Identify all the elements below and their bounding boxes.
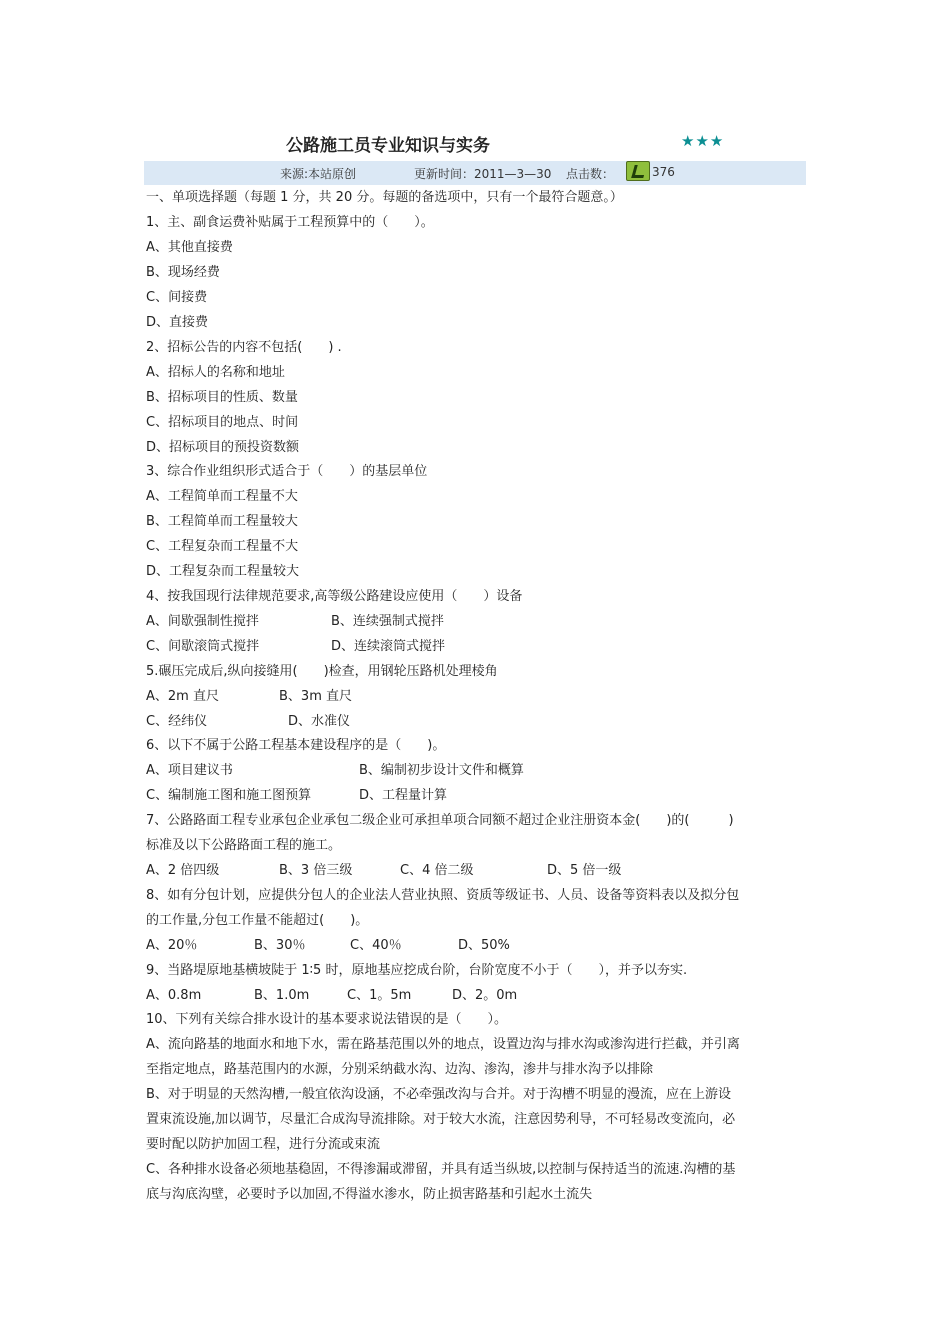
q5-option-b: B、3m 直尺 bbox=[279, 689, 352, 704]
q8-option-b: B、30％ bbox=[254, 938, 306, 953]
q3-option-a: A、工程简单而工程量不大 bbox=[146, 489, 298, 504]
q10-option-a-line-1: A、流向路基的地面水和地下水，需在路基范围以外的地点，设置边沟与排水沟或渗沟进行拦截，并引离 bbox=[146, 1037, 740, 1052]
update-time: 更新时间：2011—3—30 bbox=[414, 167, 552, 181]
q10-option-c-line-1: C、各种排水设备必须地基稳固，不得渗漏或滞留，并具有适当纵坡,以控制与保持适当的流速.沟槽的基 bbox=[146, 1162, 736, 1177]
q5-option-c: C、经纬仪 bbox=[146, 714, 208, 729]
q5-option-d: D、水准仪 bbox=[288, 714, 351, 729]
q4-option-a: A、间歇强制性搅拌 bbox=[146, 614, 259, 629]
question-2: 2、招标公告的内容不包括( ) . bbox=[146, 340, 342, 355]
q9-option-c: C、1。5m bbox=[347, 988, 412, 1003]
q6-option-c: C、编制施工图和施工图预算 bbox=[146, 788, 312, 803]
q2-option-d: D、招标项目的预投资数额 bbox=[146, 440, 300, 455]
page-title: 公路施工员专业知识与实务 bbox=[286, 136, 490, 156]
q4-option-b: B、连续强制式搅拌 bbox=[331, 614, 444, 629]
q7-option-a: A、2 倍四级 bbox=[146, 863, 220, 878]
q3-option-b: B、工程简单而工程量较大 bbox=[146, 514, 298, 529]
question-8-line-1: 8、如有分包计划，应提供分包人的企业法人营业执照、资质等级证书、人员、设备等资料表以及拟分包 bbox=[146, 888, 740, 903]
question-9: 9、当路堤原地基横坡陡于 1∶5 时，原地基应挖成台阶，台阶宽度不小于（ ），并予以夯实. bbox=[146, 963, 688, 978]
question-8-line-2: 的工作量,分包工作量不能超过( )。 bbox=[146, 913, 369, 928]
q2-option-c: C、招标项目的地点、时间 bbox=[146, 415, 299, 430]
q9-option-b: B、1.0m bbox=[254, 988, 310, 1003]
q10-option-b-line-3: 要时配以防护加固工程，进行分流或束流 bbox=[146, 1137, 381, 1152]
section-title: 一、单项选择题（每题 1 分，共 20 分。每题的备选项中，只有一个最符合题意。） bbox=[146, 190, 623, 205]
q1-option-b: B、现场经费 bbox=[146, 265, 220, 280]
question-7-line-1: 7、公路路面工程专业承包企业承包二级企业可承担单项合同额不超过企业注册资本金( )的( ) bbox=[146, 813, 734, 828]
q1-option-d: D、直接费 bbox=[146, 315, 209, 330]
q6-option-d: D、工程量计算 bbox=[359, 788, 448, 803]
q2-option-b: B、招标项目的性质、数量 bbox=[146, 390, 298, 405]
q10-option-b-line-2: 置束流设施,加以调节，尽量汇合成沟导流排除。对于较大水流，注意因势利导，不可轻易改变流向，必 bbox=[146, 1112, 736, 1127]
q7-option-b: B、3 倍三级 bbox=[279, 863, 353, 878]
q10-option-c-line-2: 底与沟底沟壁，必要时予以加固,不得溢水渗水，防止损害路基和引起水土流失 bbox=[146, 1187, 593, 1202]
source-label: 来源:本站原创 bbox=[280, 167, 357, 181]
q4-option-c: C、间歇滚筒式搅拌 bbox=[146, 639, 260, 654]
question-5: 5.碾压完成后,纵向接缝用( )检查，用钢轮压路机处理棱角 bbox=[146, 664, 498, 679]
q5-option-a: A、2m 直尺 bbox=[146, 689, 219, 704]
q9-option-d: D、2。0m bbox=[452, 988, 518, 1003]
q7-option-c: C、4 倍二级 bbox=[400, 863, 474, 878]
q8-option-a: A、20％ bbox=[146, 938, 198, 953]
q8-option-d: D、50% bbox=[458, 938, 510, 953]
question-3: 3、综合作业组织形式适合于（ ）的基层单位 bbox=[146, 464, 428, 479]
q3-option-d: D、工程复杂而工程量较大 bbox=[146, 564, 300, 579]
question-7-line-2: 标准及以下公路路面工程的施工。 bbox=[146, 838, 342, 853]
q3-option-c: C、工程复杂而工程量不大 bbox=[146, 539, 299, 554]
q10-option-a-line-2: 至指定地点，路基范围内的水源，分别采纳截水沟、边沟、渗沟，渗井与排水沟予以排除 bbox=[146, 1062, 654, 1077]
question-10: 10、下列有关综合排水设计的基本要求说法错误的是（ ）。 bbox=[146, 1012, 508, 1027]
q7-option-d: D、5 倍一级 bbox=[547, 863, 622, 878]
info-bar bbox=[144, 161, 806, 185]
rating-stars: ★★★ bbox=[681, 132, 725, 150]
clicks-value: 376 bbox=[652, 165, 675, 179]
q2-option-a: A、招标人的名称和地址 bbox=[146, 365, 285, 380]
q10-option-b-line-1: B、对于明显的天然沟槽,一般宜依沟设涵，不必牵强改沟与合并。对于沟槽不明显的漫流，应在上游设 bbox=[146, 1087, 732, 1102]
q9-option-a: A、0.8m bbox=[146, 988, 202, 1003]
hit-counter-icon bbox=[626, 161, 650, 181]
question-6: 6、以下不属于公路工程基本建设程序的是（ )。 bbox=[146, 738, 446, 753]
q8-option-c: C、40％ bbox=[350, 938, 402, 953]
q4-option-d: D、连续滚筒式搅拌 bbox=[331, 639, 446, 654]
q6-option-a: A、项目建议书 bbox=[146, 763, 233, 778]
q1-option-c: C、间接费 bbox=[146, 290, 208, 305]
q1-option-a: A、其他直接费 bbox=[146, 240, 233, 255]
clicks-label: 点击数： bbox=[566, 167, 615, 181]
question-1: 1、主、副食运费补贴属于工程预算中的（ ）。 bbox=[146, 215, 434, 230]
question-4: 4、按我国现行法律规范要求,高等级公路建设应使用（ ）设备 bbox=[146, 589, 523, 604]
q6-option-b: B、编制初步设计文件和概算 bbox=[359, 763, 524, 778]
